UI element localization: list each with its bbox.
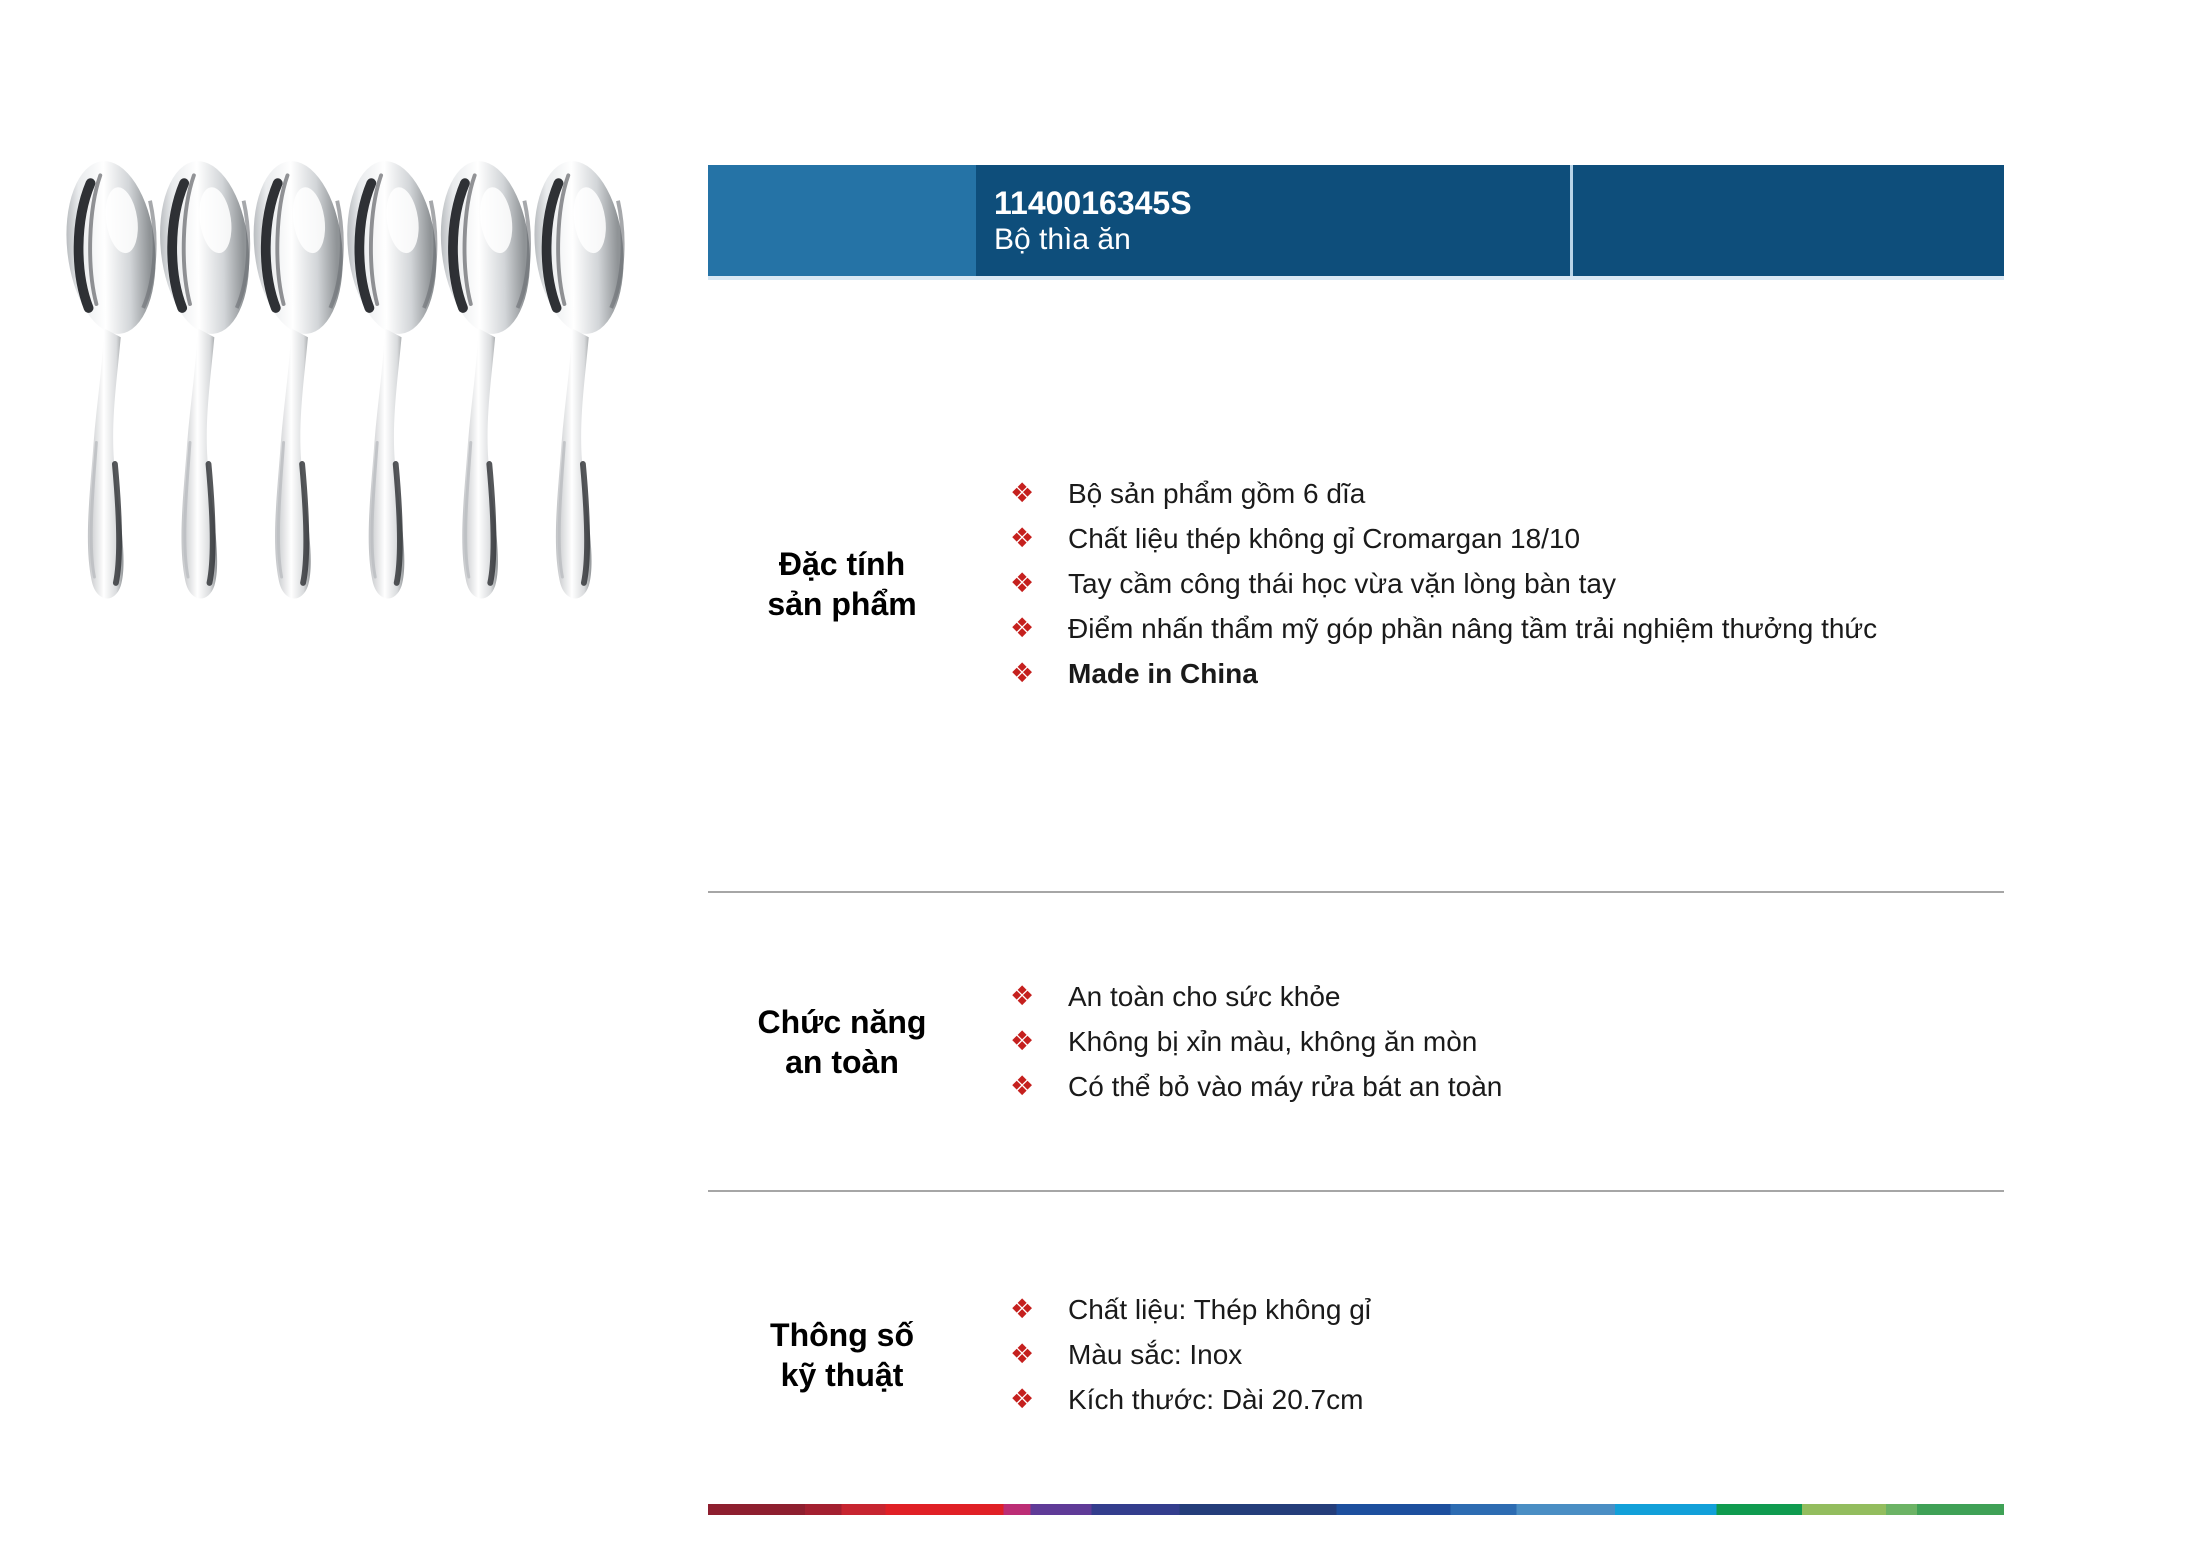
list-item	[1010, 1381, 2004, 1419]
list-item-text: Màu sắc: Inox	[1068, 1338, 1243, 1370]
diamond-bullet-icon: ❖	[1010, 612, 1035, 644]
product-image-spoons	[50, 150, 640, 618]
list-item	[1010, 1291, 2004, 1329]
product-name: Bộ thìa ăn	[994, 222, 1131, 256]
list-item-text: Điểm nhấn thẩm mỹ góp phần nâng tầm trải nghiệm thưởng thức	[1068, 612, 1878, 644]
list-item-text: An toàn cho sức khỏe	[1068, 980, 1341, 1012]
section-body	[976, 1192, 2004, 1517]
list-item-text: Kích thước: Dài 20.7cm	[1068, 1383, 1364, 1415]
diamond-bullet-icon: ❖	[1010, 1338, 1035, 1370]
list-item-text: Có thể bỏ vào máy rửa bát an toàn	[1068, 1070, 1503, 1102]
section-title-line1: Chức năng	[757, 1003, 927, 1040]
section-title-line1: Đặc tính	[778, 545, 906, 582]
section-title-line2: an toàn	[785, 1043, 899, 1080]
list-item	[1010, 565, 2004, 603]
list-item-text: Made in China	[1068, 657, 1258, 689]
header-right-cell	[1573, 165, 2004, 276]
list-item	[1010, 978, 2004, 1016]
list-item-text: Chất liệu: Thép không gỉ	[1068, 1293, 1372, 1325]
list-item-text: Không bị xỉn màu, không ăn mòn	[1068, 1025, 1478, 1057]
list-item	[1010, 610, 2004, 648]
section-title-line2: kỹ thuật	[780, 1356, 904, 1393]
section-product-features	[708, 276, 2004, 891]
section-safety-functions	[708, 893, 2004, 1190]
diamond-bullet-icon: ❖	[1010, 1293, 1035, 1325]
list-item	[1010, 475, 2004, 513]
list-item	[1010, 655, 2004, 693]
diamond-bullet-icon: ❖	[1010, 1383, 1035, 1415]
header-accent-cell	[708, 165, 976, 276]
list-item	[1010, 1023, 2004, 1061]
section-title-line2: sản phẩm	[767, 585, 917, 622]
diamond-bullet-icon: ❖	[1010, 1025, 1035, 1057]
section-title-line1: Thông số	[770, 1316, 914, 1353]
section-title	[708, 276, 976, 891]
footer-gradient-bar	[708, 1504, 2004, 1515]
list-item-text: Bộ sản phẩm gồm 6 dĩa	[1068, 477, 1366, 509]
section-technical-specs	[708, 1192, 2004, 1517]
bullet-list	[1010, 978, 2004, 1106]
diamond-bullet-icon: ❖	[1010, 1070, 1035, 1102]
section-title	[708, 1192, 976, 1517]
header-title-cell	[976, 165, 1570, 276]
list-item-text: Chất liệu thép không gỉ Cromargan 18/10	[1068, 522, 1581, 554]
diamond-bullet-icon: ❖	[1010, 567, 1035, 599]
bullet-list	[1010, 1291, 2004, 1419]
diamond-bullet-icon: ❖	[1010, 980, 1035, 1012]
list-item	[1010, 1336, 2004, 1374]
list-item-text: Tay cầm công thái học vừa vặn lòng bàn tay	[1068, 567, 1616, 599]
diamond-bullet-icon: ❖	[1010, 657, 1035, 689]
bullet-list	[1010, 475, 2004, 693]
list-item	[1010, 520, 2004, 558]
section-body	[976, 893, 2004, 1190]
product-code: 1140016345S	[994, 184, 1192, 221]
product-header-bar	[708, 165, 2004, 280]
section-title	[708, 893, 976, 1190]
diamond-bullet-icon: ❖	[1010, 522, 1035, 554]
spec-content	[708, 0, 2004, 1563]
section-body	[976, 276, 2004, 891]
diamond-bullet-icon: ❖	[1010, 477, 1035, 509]
list-item	[1010, 1068, 2004, 1106]
